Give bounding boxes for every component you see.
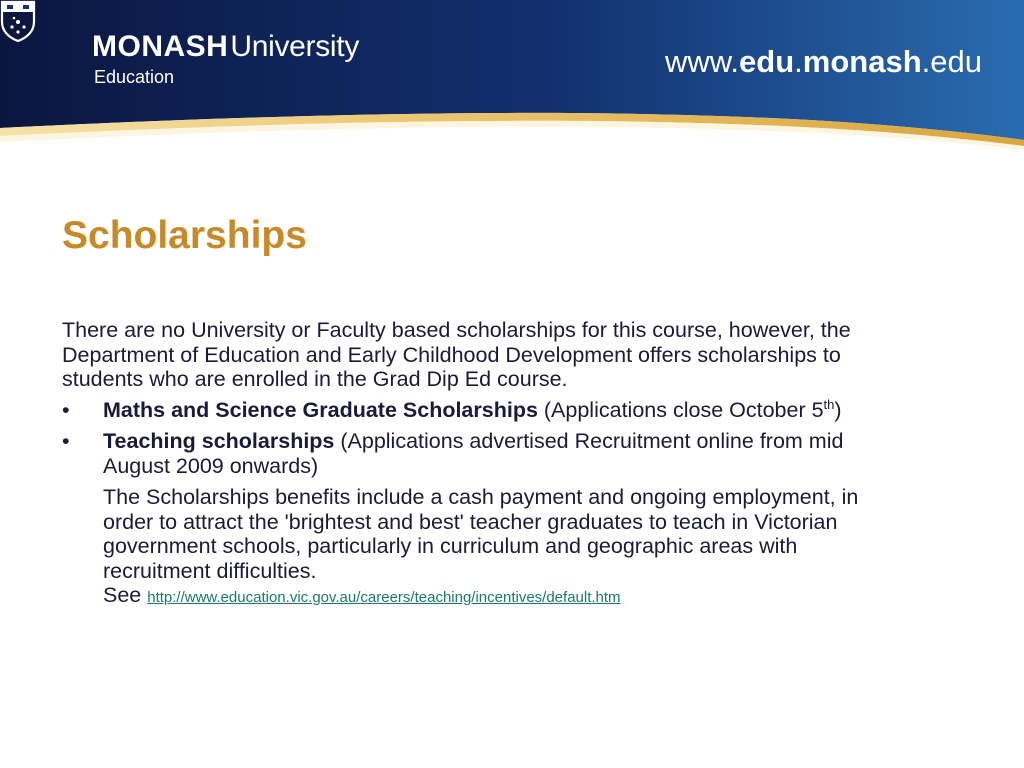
logo-university: University xyxy=(230,30,360,63)
bullet-text: (Applications close October 5 xyxy=(537,397,824,422)
slide-body xyxy=(62,318,902,611)
incentives-link[interactable]: http://www.education.vic.gov.au/careers/teaching/incentives/default.htm xyxy=(147,589,621,606)
see-line xyxy=(62,583,902,611)
url-prefix: www. xyxy=(664,44,740,79)
bullet-maths-science xyxy=(62,398,902,423)
bullet-bold: Maths and Science Graduate Scholarships xyxy=(103,397,538,422)
bullet-teaching xyxy=(62,429,902,478)
bullet-close: ) xyxy=(834,397,842,422)
monash-logo-wordmark xyxy=(92,30,359,64)
logo-monash: MONASH xyxy=(92,30,229,63)
bullet-bold: Teaching scholarships xyxy=(103,429,335,453)
benefits-paragraph: The Scholarships benefits include a cash payment and ongoing employment, in order to attract the 'brightest and best' teacher graduates to teach in Victorian government schools, particularly in curriculum and geographic areas with recruitment difficulties. xyxy=(103,485,859,583)
bullet-marker: • xyxy=(62,397,70,422)
monash-crest-icon xyxy=(0,0,36,42)
see-label: See xyxy=(103,583,148,607)
header-url xyxy=(665,44,982,80)
intro-paragraph: There are no University or Faculty based scholarships for this course, however, the Department of Education and Early Childhood Development offers scholarships to students who are enrolled in the Grad Dip Ed course. xyxy=(62,318,851,391)
url-monash: monash xyxy=(802,44,922,79)
header-banner xyxy=(0,0,1024,150)
bullet-text: (Applications advertised Recruitment online from mid August 2009 onwards) xyxy=(103,429,844,478)
url-suffix: .edu xyxy=(921,44,982,79)
slide-title: Scholarships xyxy=(62,214,307,257)
bullet-superscript: th xyxy=(823,396,835,412)
logo-education: Education xyxy=(94,67,175,87)
url-dot: . xyxy=(794,44,803,79)
bullet-marker: • xyxy=(62,429,70,453)
url-edu: edu xyxy=(739,44,795,79)
